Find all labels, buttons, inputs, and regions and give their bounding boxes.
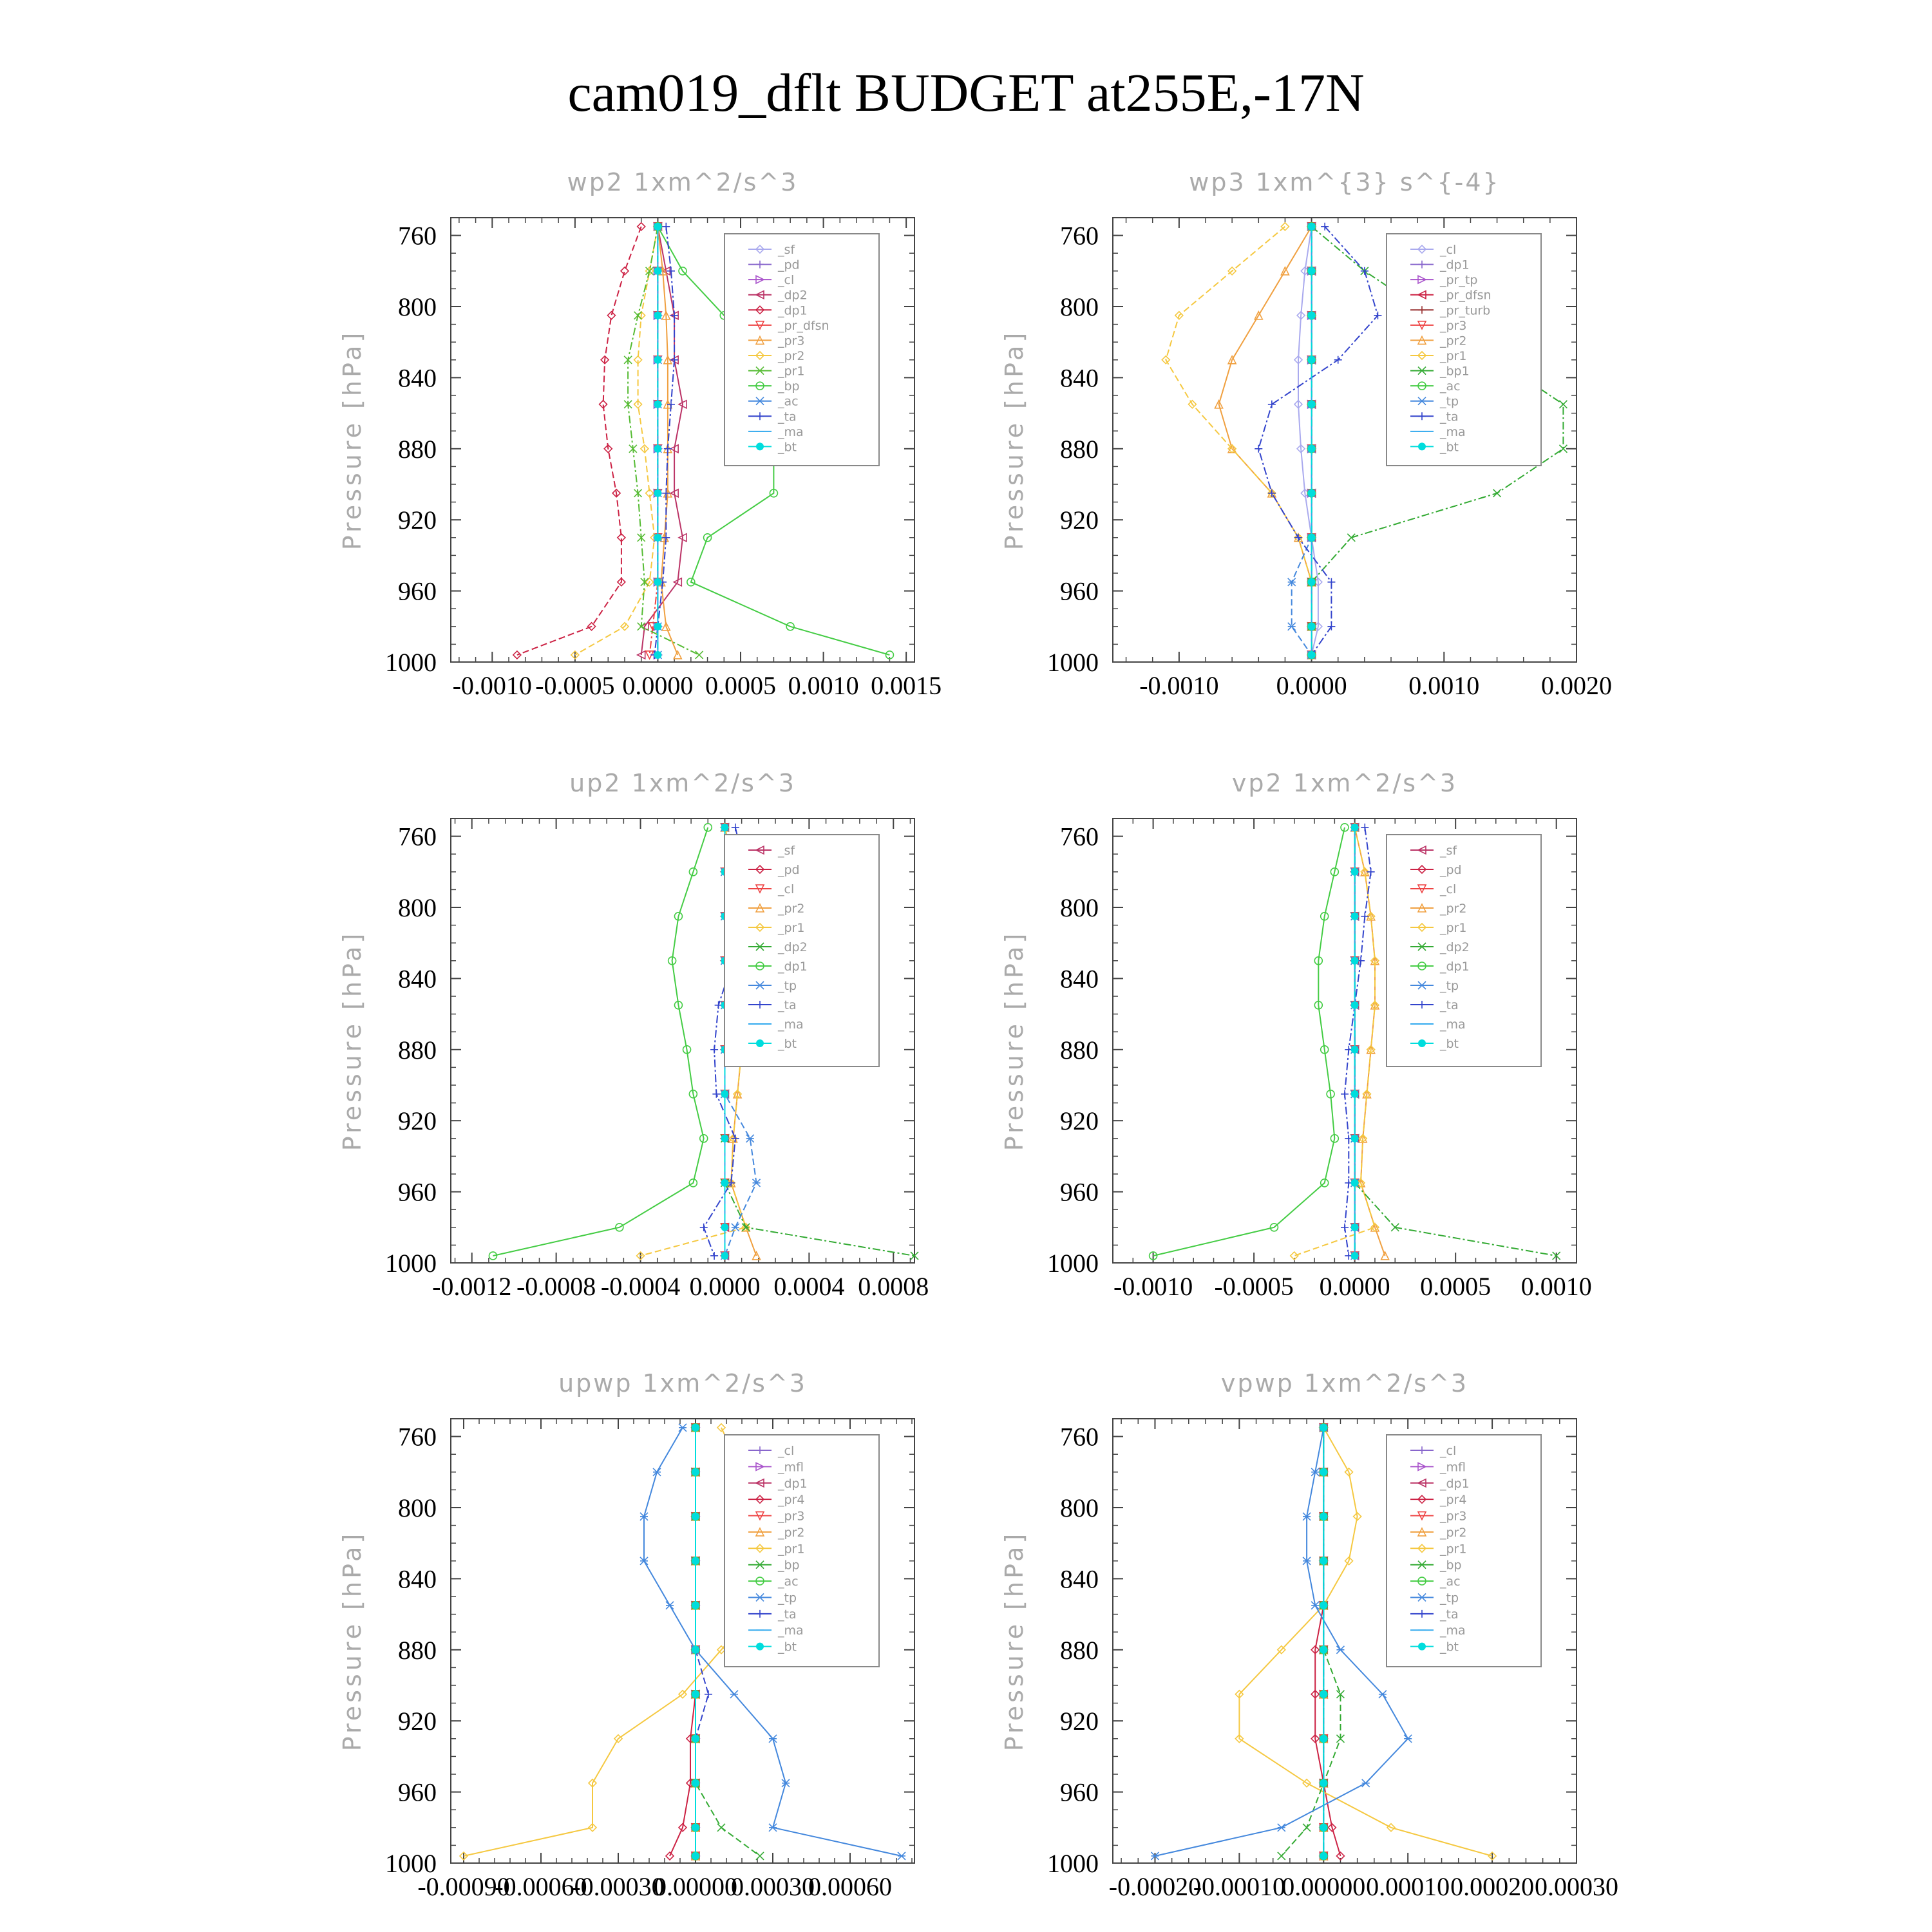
data-point — [1351, 1001, 1359, 1009]
x-tick-label: -0.0004 — [600, 1272, 681, 1301]
legend — [1387, 835, 1541, 1066]
legend-label: _bt — [778, 440, 797, 455]
x-tick-label: 0.0020 — [1541, 671, 1612, 700]
legend-label: _pr3 — [1440, 318, 1467, 333]
legend-label: _cl — [1440, 1444, 1457, 1458]
legend-label: _pr_turb — [1440, 303, 1491, 318]
legend-label: _cl — [1440, 243, 1457, 257]
y-tick-label: 920 — [398, 1707, 437, 1736]
data-point — [721, 1179, 728, 1187]
legend-label: _tp — [778, 1591, 797, 1605]
legend-label: _pr2 — [1440, 334, 1467, 348]
legend-label: _bt — [1440, 1640, 1459, 1654]
y-axis-label: Pressure [hPa] — [1000, 930, 1028, 1151]
y-tick-label: 840 — [398, 1564, 437, 1594]
y-tick-label: 880 — [398, 1635, 437, 1665]
data-point — [1308, 356, 1316, 364]
panel-title: up2 1xm^2/s^3 — [569, 769, 796, 797]
data-point — [721, 1090, 728, 1098]
x-tick-label: 0.0010 — [788, 671, 859, 700]
data-point — [1320, 1824, 1327, 1832]
data-point — [654, 534, 661, 542]
data-point — [1351, 913, 1359, 920]
legend-label: _pd — [1440, 863, 1462, 877]
x-tick-label: -0.00060 — [495, 1872, 587, 1901]
legend-label: _ac — [1440, 1575, 1461, 1589]
x-tick-label: -0.00010 — [1193, 1872, 1286, 1901]
legend-label: _pr1 — [778, 1542, 805, 1557]
figure-title: cam019_dflt BUDGET at255E,-17N — [567, 63, 1365, 123]
data-point — [654, 267, 661, 275]
panel-title: wp3 1xm^{3} s^{-4} — [1189, 168, 1501, 196]
legend-label: _ta — [1440, 1607, 1459, 1622]
x-tick-label: 0.00010 — [1366, 1872, 1450, 1901]
data-point — [721, 1135, 728, 1142]
data-point — [654, 312, 661, 319]
legend-label: _bp1 — [1440, 364, 1470, 379]
data-point — [1320, 1690, 1327, 1698]
legend-label: _pr1 — [1440, 1542, 1467, 1557]
legend-label: _sf — [778, 844, 795, 858]
x-tick-label: -0.0005 — [1214, 1272, 1294, 1301]
data-point — [692, 1779, 699, 1787]
legend-label: _pr1 — [1440, 349, 1467, 363]
y-tick-label: 880 — [398, 434, 437, 464]
y-tick-label: 840 — [1060, 1564, 1099, 1594]
legend-label: _ma — [778, 424, 804, 439]
legend-label: _dp2 — [778, 940, 808, 954]
panel-title: wp2 1xm^2/s^3 — [567, 168, 799, 196]
x-tick-label: -0.0010 — [1113, 1272, 1193, 1301]
data-point — [1308, 223, 1316, 231]
legend-label: _tp — [1440, 1591, 1459, 1605]
legend-label: _ac — [778, 1575, 799, 1589]
data-point — [654, 356, 661, 364]
legend-label: _pd — [778, 258, 800, 272]
y-tick-label: 880 — [398, 1035, 437, 1065]
legend-label: _cl — [1440, 882, 1457, 896]
data-point — [721, 1252, 728, 1260]
y-axis-label: Pressure [hPa] — [338, 329, 366, 551]
legend-label: _pr1 — [778, 364, 805, 379]
data-point — [1320, 1852, 1327, 1860]
data-point — [654, 651, 661, 659]
x-tick-label: 0.00030 — [1535, 1872, 1618, 1901]
y-tick-label: 800 — [398, 893, 437, 922]
x-tick-label: 0.0000 — [1319, 1272, 1390, 1301]
legend-label: _tp — [1440, 394, 1459, 409]
panel-title: vp2 1xm^2/s^3 — [1231, 769, 1458, 797]
legend-label: _bp — [1440, 1558, 1462, 1573]
y-tick-label: 920 — [398, 506, 437, 535]
legend-label: _dp2 — [778, 288, 808, 303]
legend-label: _tp — [778, 979, 797, 993]
x-tick-label: 0.0015 — [871, 671, 942, 700]
y-tick-label: 920 — [1060, 1707, 1099, 1736]
legend-label: _pr_dfsn — [778, 318, 829, 333]
legend-label: _pr2 — [1440, 902, 1467, 916]
x-tick-label: -0.00090 — [417, 1872, 510, 1901]
legend-label: _dp1 — [778, 1476, 808, 1491]
y-tick-label: 760 — [398, 221, 437, 251]
data-point — [692, 1468, 699, 1476]
x-tick-label: -0.0008 — [516, 1272, 596, 1301]
legend — [1387, 1435, 1541, 1667]
data-point — [1351, 1135, 1359, 1142]
data-point — [1351, 1179, 1359, 1187]
legend-label: _pr4 — [778, 1493, 805, 1508]
data-point — [692, 1852, 699, 1860]
x-tick-label: 0.0005 — [705, 671, 776, 700]
data-point — [654, 623, 661, 630]
legend-label: _ma — [778, 1624, 804, 1638]
legend-label: _dp1 — [1440, 258, 1470, 272]
y-tick-label: 960 — [398, 576, 437, 606]
y-tick-label: 960 — [1060, 576, 1099, 606]
data-point — [1320, 1557, 1327, 1565]
x-tick-label: 0.0000 — [689, 1272, 761, 1301]
data-point — [1320, 1513, 1327, 1520]
legend-label: _dp1 — [778, 303, 808, 318]
y-axis-label: Pressure [hPa] — [338, 930, 366, 1151]
data-point — [1351, 868, 1359, 876]
y-tick-label: 880 — [1060, 1635, 1099, 1665]
legend — [724, 1435, 879, 1667]
x-tick-label: 0.0005 — [1420, 1272, 1492, 1301]
data-point — [692, 1646, 699, 1654]
y-tick-label: 760 — [1060, 221, 1099, 251]
legend-marker — [756, 442, 764, 450]
x-tick-label: 0.00060 — [808, 1872, 892, 1901]
legend-label: _pr3 — [778, 1509, 805, 1524]
data-point — [721, 1224, 728, 1231]
legend-marker — [1418, 442, 1426, 450]
y-tick-label: 800 — [398, 292, 437, 321]
legend-label: _ta — [1440, 998, 1459, 1012]
legend-label: _mfl — [778, 1460, 804, 1475]
legend-label: _ma — [1440, 1018, 1466, 1032]
data-point — [1351, 1090, 1359, 1098]
legend-label: _ta — [1440, 410, 1459, 424]
legend-label: _bt — [778, 1640, 797, 1654]
data-point — [654, 578, 661, 586]
legend-label: _pr1 — [1440, 921, 1467, 935]
legend-label: _bp — [778, 379, 800, 394]
legend-label: _ta — [778, 998, 797, 1012]
legend-label: _pr2 — [1440, 1525, 1467, 1540]
y-tick-label: 840 — [1060, 964, 1099, 994]
y-tick-label: 800 — [1060, 1493, 1099, 1522]
x-tick-label: 0.0004 — [773, 1272, 845, 1301]
x-tick-label: 0.0000 — [1276, 671, 1347, 700]
legend-label: _pr2 — [778, 1525, 805, 1540]
data-point — [1320, 1424, 1327, 1432]
legend-label: _tp — [1440, 979, 1459, 993]
data-point — [1351, 1224, 1359, 1231]
y-tick-label: 1000 — [1047, 1249, 1099, 1278]
x-tick-label: -0.0010 — [1139, 671, 1219, 700]
legend-label: _mfl — [1440, 1460, 1466, 1475]
data-point — [1351, 1252, 1359, 1260]
y-tick-label: 960 — [1060, 1177, 1099, 1207]
y-tick-label: 840 — [398, 964, 437, 994]
y-tick-label: 920 — [1060, 506, 1099, 535]
data-point — [1308, 489, 1316, 497]
y-axis-label: Pressure [hPa] — [1000, 1530, 1028, 1752]
y-tick-label: 920 — [1060, 1106, 1099, 1136]
data-point — [654, 223, 661, 231]
x-tick-label: -0.0010 — [452, 671, 532, 700]
y-tick-label: 800 — [1060, 893, 1099, 922]
legend-marker — [756, 1643, 764, 1651]
data-point — [1308, 534, 1316, 542]
data-point — [1320, 1602, 1327, 1609]
legend-label: _ac — [778, 394, 799, 409]
legend-label: _bt — [778, 1037, 797, 1051]
y-axis-label: Pressure [hPa] — [1000, 329, 1028, 551]
legend-label: _pr_tp — [1440, 273, 1478, 288]
y-tick-label: 800 — [398, 1493, 437, 1522]
data-point — [1308, 578, 1316, 586]
legend-label: _pr3 — [1440, 1509, 1467, 1524]
data-point — [1308, 623, 1316, 630]
data-point — [1320, 1646, 1327, 1654]
x-tick-label: 0.00030 — [731, 1872, 815, 1901]
y-tick-label: 920 — [398, 1106, 437, 1136]
y-tick-label: 840 — [398, 363, 437, 393]
legend-label: _ma — [1440, 424, 1466, 439]
x-tick-label: 0.00020 — [1450, 1872, 1535, 1901]
data-point — [654, 489, 661, 497]
panel-title: vpwp 1xm^2/s^3 — [1220, 1369, 1469, 1397]
legend-label: _pr2 — [778, 349, 805, 363]
y-tick-label: 960 — [398, 1177, 437, 1207]
y-tick-label: 760 — [398, 822, 437, 851]
data-point — [654, 401, 661, 408]
legend-label: _bp — [778, 1558, 800, 1573]
y-tick-label: 960 — [398, 1777, 437, 1807]
x-tick-label: -0.00020 — [1108, 1872, 1202, 1901]
legend-label: _dp1 — [1440, 1476, 1470, 1491]
data-point — [1308, 312, 1316, 319]
legend-label: _cl — [778, 1444, 795, 1458]
data-point — [1308, 267, 1316, 275]
legend-marker — [1418, 1643, 1426, 1651]
legend-label: _bt — [1440, 1037, 1459, 1051]
legend-label: _cl — [778, 273, 795, 288]
legend-label: _ac — [1440, 379, 1461, 394]
legend — [724, 835, 879, 1066]
x-tick-label: 0.0010 — [1408, 671, 1480, 700]
y-tick-label: 840 — [1060, 363, 1099, 393]
y-tick-label: 800 — [1060, 292, 1099, 321]
legend-label: _pr_dfsn — [1440, 288, 1492, 303]
legend-label: _bt — [1440, 440, 1459, 455]
y-tick-label: 760 — [1060, 1422, 1099, 1452]
legend-label: _pr3 — [778, 334, 805, 348]
x-tick-label: -0.0012 — [432, 1272, 512, 1301]
x-tick-label: 0.00000 — [1282, 1872, 1366, 1901]
y-tick-label: 880 — [1060, 434, 1099, 464]
x-tick-label: 0.0000 — [622, 671, 694, 700]
legend-label: _cl — [778, 882, 795, 896]
legend-marker — [756, 1039, 764, 1047]
x-tick-label: 0.0008 — [858, 1272, 929, 1301]
panel-title: upwp 1xm^2/s^3 — [558, 1369, 807, 1397]
legend-label: _pr1 — [778, 921, 805, 935]
data-point — [1320, 1735, 1327, 1743]
data-point — [654, 445, 661, 453]
x-tick-label: -0.0005 — [535, 671, 615, 700]
y-axis-label: Pressure [hPa] — [338, 1530, 366, 1752]
legend-label: _ta — [778, 1607, 797, 1622]
legend-label: _pd — [778, 863, 800, 877]
y-tick-label: 1000 — [1047, 1849, 1099, 1878]
y-tick-label: 1000 — [385, 648, 437, 677]
legend-label: _ta — [778, 410, 797, 424]
data-point — [692, 1602, 699, 1609]
y-tick-label: 1000 — [1047, 648, 1099, 677]
legend-label: _ma — [778, 1018, 804, 1032]
legend-marker — [1418, 1039, 1426, 1047]
legend-label: _pr4 — [1440, 1493, 1467, 1508]
x-tick-label: -0.00030 — [572, 1872, 665, 1901]
data-point — [692, 1557, 699, 1565]
data-point — [1351, 1046, 1359, 1054]
y-tick-label: 760 — [1060, 822, 1099, 851]
y-tick-label: 760 — [398, 1422, 437, 1452]
legend-label: _ma — [1440, 1624, 1466, 1638]
data-point — [1308, 445, 1316, 453]
x-tick-label: 0.0010 — [1520, 1272, 1592, 1301]
y-tick-label: 880 — [1060, 1035, 1099, 1065]
x-tick-label: 0.00000 — [654, 1872, 737, 1901]
y-tick-label: 1000 — [385, 1249, 437, 1278]
data-point — [692, 1735, 699, 1743]
legend-label: _sf — [778, 243, 795, 257]
legend — [724, 234, 879, 466]
legend-label: _dp2 — [1440, 940, 1470, 954]
data-point — [721, 824, 728, 831]
legend-label: _pr2 — [778, 902, 805, 916]
data-point — [1308, 651, 1316, 659]
legend-label: _sf — [1440, 844, 1457, 858]
data-point — [1308, 401, 1316, 408]
legend — [1387, 234, 1541, 466]
data-point — [692, 1690, 699, 1698]
y-tick-label: 960 — [1060, 1777, 1099, 1807]
data-point — [1351, 824, 1359, 831]
legend-label: _dp1 — [1440, 960, 1470, 974]
data-point — [692, 1513, 699, 1520]
data-point — [1320, 1779, 1327, 1787]
y-tick-label: 1000 — [385, 1849, 437, 1878]
data-point — [692, 1424, 699, 1432]
data-point — [692, 1824, 699, 1832]
data-point — [1351, 957, 1359, 965]
legend-label: _dp1 — [778, 960, 808, 974]
data-point — [1320, 1468, 1327, 1476]
